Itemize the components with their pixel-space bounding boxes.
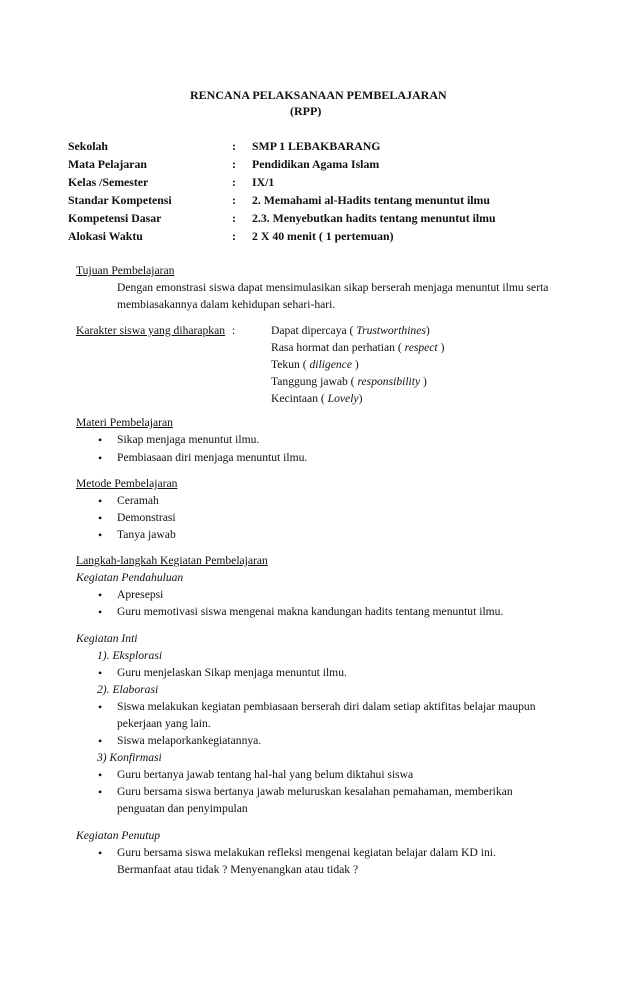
- identity-colon: :: [232, 139, 236, 153]
- identity-value: IX/1: [252, 175, 275, 189]
- step-heading: 3) Konfirmasi: [97, 751, 162, 764]
- step-heading: 1). Eksplorasi: [97, 649, 163, 662]
- list-item: • Siswa melaporkankegiatannya.: [117, 734, 261, 747]
- list-item-continuation: pekerjaan yang lain.: [117, 717, 211, 730]
- karakter-colon: :: [231, 324, 236, 337]
- subsection-heading: Kegiatan Inti: [76, 632, 138, 645]
- karakter-item-term: Lovely: [327, 392, 359, 405]
- section-heading: Metode Pembelajaran: [76, 477, 178, 490]
- list-item-continuation: Bermanfaat atau tidak ? Menyenangkan atau tidak ?: [117, 863, 359, 876]
- karakter-item: [271, 375, 427, 388]
- karakter-item-close: ): [437, 341, 445, 354]
- identity-row: [68, 175, 588, 191]
- identity-label: Sekolah: [68, 139, 108, 153]
- karakter-item: [271, 392, 362, 405]
- karakter-heading-row: [76, 324, 235, 337]
- karakter-item-term: diligence: [309, 358, 352, 371]
- identity-colon: :: [232, 193, 236, 207]
- section-heading: Tujuan Pembelajaran: [76, 264, 175, 277]
- karakter-item-close: ): [351, 358, 359, 371]
- list-item: • Pembiasaan diri menjaga menuntut ilmu.: [117, 451, 307, 464]
- karakter-item-close: ): [358, 392, 363, 405]
- karakter-item-text: Dapat dipercaya (: [271, 324, 354, 337]
- section-heading: Materi Pembelajaran: [76, 416, 173, 429]
- identity-value: Pendidikan Agama Islam: [252, 157, 380, 171]
- list-item: • Guru bersama siswa melakukan refleksi mengenai kegiatan belajar dalam KD ini.: [117, 846, 496, 859]
- list-item: • Apresepsi: [117, 588, 163, 601]
- karakter-item-text: Tekun (: [271, 358, 310, 371]
- karakter-item-text: Kecintaan (: [271, 392, 328, 405]
- identity-row: [68, 229, 588, 245]
- identity-value: 2. Memahami al-Hadits tentang menuntut ilmu: [252, 193, 490, 207]
- paragraph-line: Dengan emonstrasi siswa dapat mensimulasikan sikap berserah menjaga menuntut ilmu serta: [117, 281, 549, 294]
- doc-subtitle: (RPP): [290, 104, 322, 118]
- step-heading: 2). Elaborasi: [97, 683, 159, 696]
- karakter-item-text: Tanggung jawab (: [271, 375, 358, 388]
- section-heading: Karakter siswa yang diharapkan: [76, 324, 226, 337]
- identity-label: Mata Pelajaran: [68, 157, 147, 171]
- karakter-item: [271, 324, 430, 337]
- list-item: • Guru bersama siswa bertanya jawab meluruskan kesalahan pemahaman, memberikan: [117, 785, 513, 798]
- identity-colon: :: [232, 157, 236, 171]
- identity-colon: :: [232, 211, 236, 225]
- list-item: • Tanya jawab: [117, 528, 176, 541]
- identity-row: [68, 157, 588, 173]
- list-item: • Guru memotivasi siswa mengenai makna kandungan hadits tentang menuntut ilmu.: [117, 605, 503, 618]
- doc-title: RENCANA PELAKSANAAN PEMBELAJARAN: [190, 88, 447, 102]
- karakter-item: [271, 358, 359, 371]
- identity-label: Alokasi Waktu: [68, 229, 143, 243]
- identity-row: [68, 211, 588, 227]
- list-item: • Demonstrasi: [117, 511, 176, 524]
- subsection-heading: Kegiatan Pendahuluan: [76, 571, 184, 584]
- karakter-item-term: responsibility: [357, 375, 421, 388]
- section-heading: Langkah-langkah Kegiatan Pembelajaran: [76, 554, 268, 567]
- karakter-item-term: Trustworthines: [353, 324, 426, 337]
- list-item-continuation: penguatan dan penyimpulan: [117, 802, 248, 815]
- identity-colon: :: [232, 229, 236, 243]
- list-item: • Guru bertanya jawab tentang hal-hal yang belum diktahui siswa: [117, 768, 413, 781]
- identity-label: Kelas /Semester: [68, 175, 149, 189]
- identity-value: 2.3. Menyebutkan hadits tentang menuntut ilmu: [252, 211, 496, 225]
- identity-row: [68, 193, 588, 209]
- list-item: • Ceramah: [117, 494, 159, 507]
- karakter-item-close: ): [420, 375, 427, 388]
- list-item: • Sikap menjaga menuntut ilmu.: [117, 433, 259, 446]
- subsection-heading: Kegiatan Penutup: [76, 829, 161, 842]
- karakter-item: [271, 341, 444, 354]
- list-item: • Siswa melakukan kegiatan pembiasaan berserah diri dalam setiap aktifitas belajar maupun: [117, 700, 536, 713]
- karakter-item-text: Rasa hormat dan perhatian (: [271, 341, 405, 354]
- identity-label: Standar Kompetensi: [68, 193, 172, 207]
- paragraph-line: membiasakannya dalam kehidupan sehari-hari.: [117, 298, 336, 311]
- list-item: • Guru menjelaskan Sikap menjaga menuntut ilmu.: [117, 666, 347, 679]
- identity-colon: :: [232, 175, 236, 189]
- identity-value: SMP 1 LEBAKBARANG: [252, 139, 381, 153]
- karakter-item-term: respect: [404, 341, 438, 354]
- identity-label: Kompetensi Dasar: [68, 211, 162, 225]
- karakter-item-close: ): [425, 324, 430, 337]
- identity-row: [68, 139, 588, 155]
- identity-value: 2 X 40 menit ( 1 pertemuan): [252, 229, 394, 243]
